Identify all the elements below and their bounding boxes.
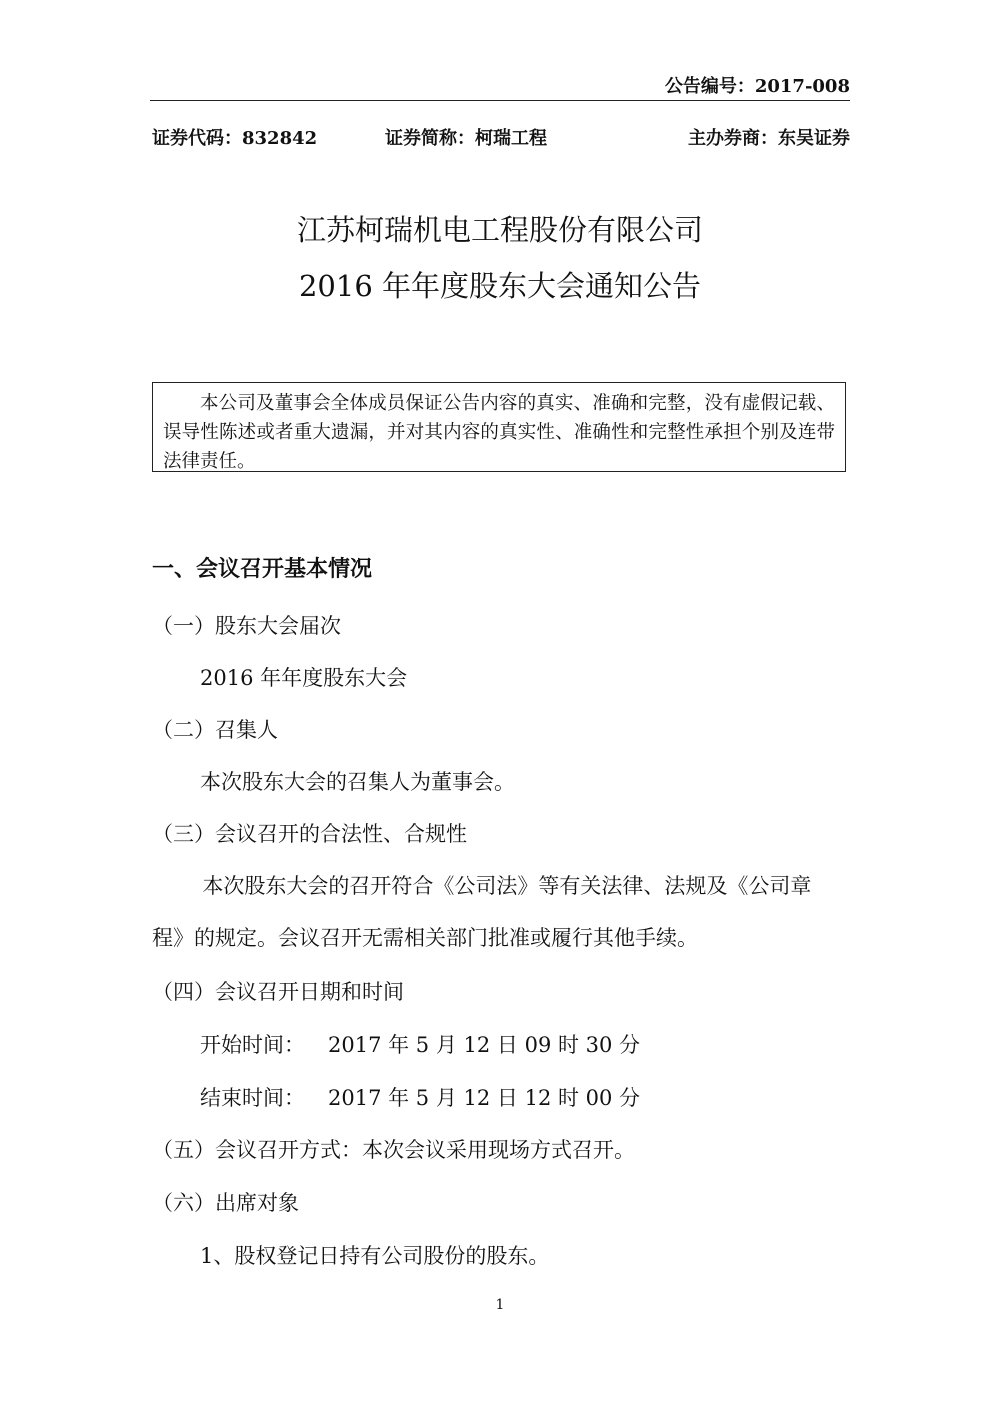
sponsor-broker: 主办券商：东吴证券 — [688, 128, 850, 149]
disclaimer-box — [152, 382, 846, 472]
announcement-number: 公告编号：2017-008 — [664, 76, 850, 97]
legality-text: 本次股东大会的召开符合《公司法》等有关法律、法规及《公司章程》的规定。会议召开无需相关部门批准或履行其他手续。 — [152, 874, 812, 950]
subsection-heading-1: （一）股东大会届次 — [152, 614, 341, 638]
header-rule — [150, 100, 850, 101]
subsection-heading-2: （二）召集人 — [152, 718, 278, 742]
company-title: 江苏柯瑞机电工程股份有限公司 — [296, 213, 703, 247]
attendee-item-1: 1、股权登记日持有公司股份的股东。 — [200, 1244, 550, 1268]
subsection-heading-3: （三）会议召开的合法性、合规性 — [152, 822, 467, 846]
page-number: 1 — [495, 1297, 505, 1313]
stock-code: 证券代码：832842 — [152, 128, 318, 149]
subsection-heading-6: （六）出席对象 — [152, 1191, 299, 1215]
end-time-value: 2017 年 5 月 12 日 12 时 00 分 — [328, 1086, 641, 1110]
legality-paragraph — [152, 860, 842, 964]
disclaimer-text: 本公司及董事会全体成员保证公告内容的真实、准确和完整，没有虚假记载、误导性陈述或者重大遗漏，并对其内容的真实性、准确性和完整性承担个别及连带法律责任。 — [163, 393, 835, 472]
subsection-heading-4: （四）会议召开日期和时间 — [152, 980, 404, 1004]
section-heading: 一、会议召开基本情况 — [152, 556, 373, 582]
meeting-method: （五）会议召开方式：本次会议采用现场方式召开。 — [152, 1138, 635, 1162]
stock-abbreviation: 证券简称：柯瑞工程 — [385, 128, 547, 149]
start-time-label: 开始时间： — [200, 1033, 305, 1057]
session-text: 2016 年年度股东大会 — [200, 666, 408, 690]
convener-text: 本次股东大会的召集人为董事会。 — [200, 770, 515, 794]
start-time-value: 2017 年 5 月 12 日 09 时 30 分 — [328, 1033, 641, 1057]
notice-title: 2016 年年度股东大会通知公告 — [298, 269, 702, 303]
end-time-label: 结束时间： — [200, 1086, 305, 1110]
